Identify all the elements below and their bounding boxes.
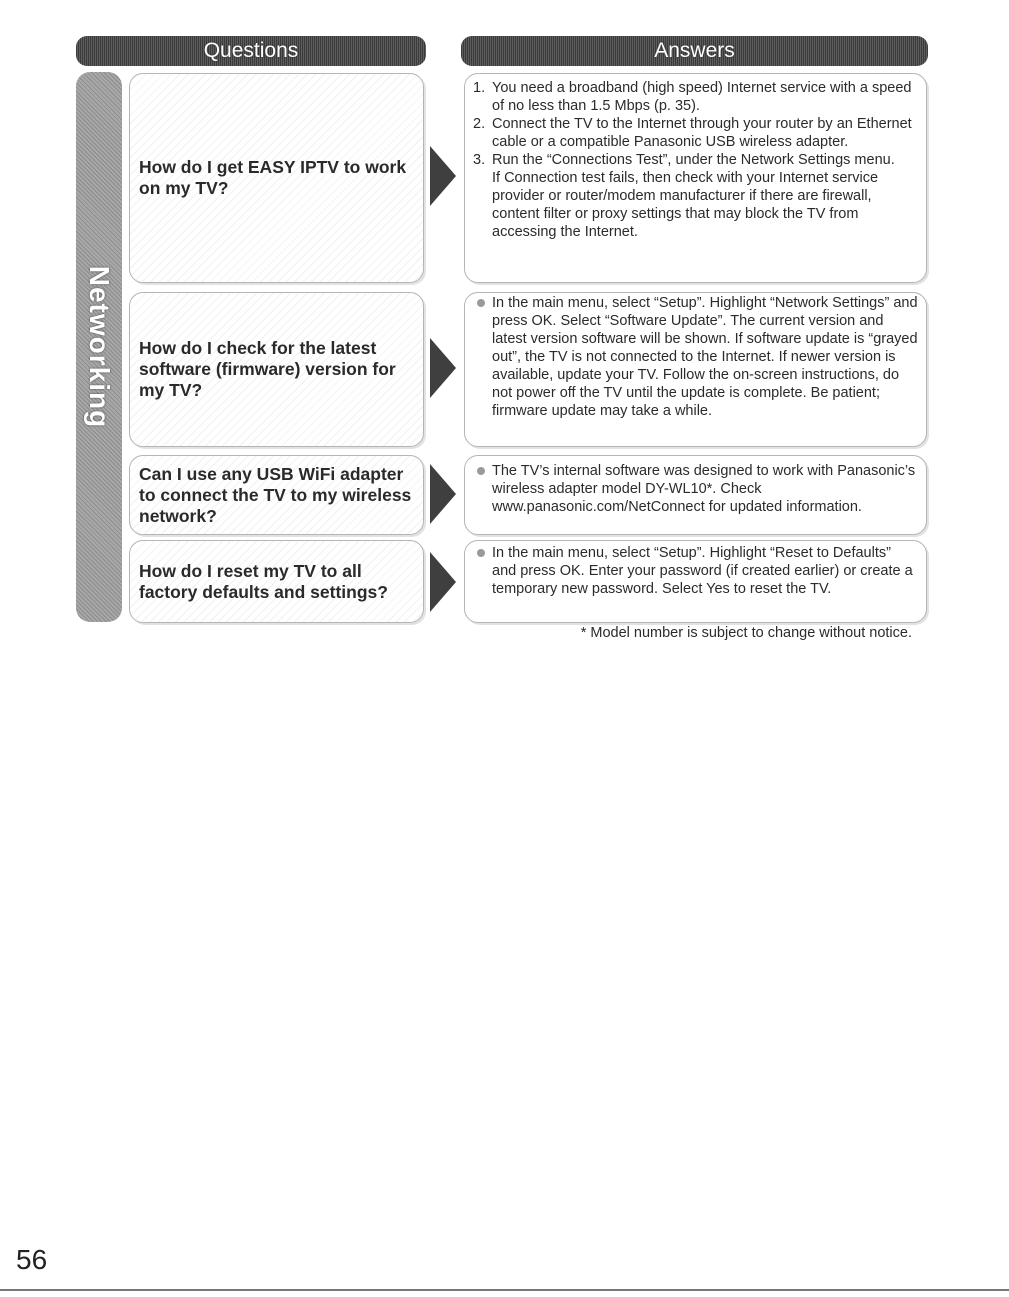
question-text: How do I check for the latest software (firmware) version for my TV? [139, 338, 396, 400]
answer-box-firmware [464, 292, 927, 447]
answer-box-easy-iptv [464, 73, 927, 283]
answer-text: In the main menu, select “Setup”. Highlight “Reset to Defaults” and press OK. Enter your password (if created earlier) or create a temporary new password. Select Yes to reset the TV. [492, 545, 913, 597]
question-box-firmware [129, 292, 424, 447]
step-text: Connect the TV to the Internet through your router by an Ethernet cable or a compatible Panasonic USB wireless adapter. [492, 116, 912, 150]
step-number: 2. [473, 116, 486, 132]
arrow-right-icon [430, 338, 456, 398]
sidebar-label: Networking [84, 265, 115, 429]
question-box-usb-wifi [129, 455, 424, 535]
networking-sidebar-tab [76, 72, 122, 622]
answer-box-factory-reset [464, 540, 927, 623]
answer-text: The TV’s internal software was designed to work with Panasonic’s wireless adapter model DY-WL10*. Check www.panasonic.com/NetConnect for updated information. [492, 463, 916, 515]
answer-step [473, 115, 918, 151]
answer-note: If Connection test fails, then check with your Internet service provider or router/modem manufacturer if there are firewall, content filter or proxy settings that may block the TV from accessing the Internet. [492, 170, 879, 240]
question-text: How do I reset my TV to all factory defaults and settings? [139, 560, 388, 602]
step-number: 1. [473, 80, 486, 96]
answer-box-usb-wifi [464, 455, 927, 535]
step-number: 3. [473, 152, 486, 168]
page-divider [0, 1289, 1009, 1291]
answer-text: In the main menu, select “Setup”. Highlight “Network Settings” and press OK. Select “Software Update”. The current version and latest version software will be shown. If software update is “grayed out”, the TV is not connected to the Internet. If newer version is available, update your TV. Follow the on-screen instructions, do not power off the TV until the update is complete. Be patient; firmware update may take a while. [492, 295, 918, 419]
answer-step [473, 151, 918, 169]
question-text: How do I get EASY IPTV to work on my TV? [139, 157, 407, 198]
bullet-icon [473, 462, 492, 516]
arrow-right-icon [430, 146, 456, 206]
bullet-icon [473, 294, 492, 420]
step-text: Run the “Connections Test”, under the Network Settings menu. [492, 152, 895, 168]
arrow-right-icon [430, 464, 456, 524]
footnote: * Model number is subject to change without notice. [580, 625, 912, 641]
page-number: 56 [16, 1244, 48, 1275]
answer-step [473, 79, 918, 115]
bullet-icon [473, 544, 492, 598]
questions-header: Questions [76, 36, 426, 66]
question-box-easy-iptv [129, 73, 424, 283]
question-text: Can I use any USB WiFi adapter to connect the TV to my wireless network? [139, 463, 412, 526]
question-box-factory-reset [129, 540, 424, 623]
arrow-right-icon [430, 552, 456, 612]
answers-header: Answers [461, 36, 928, 66]
step-text: You need a broadband (high speed) Internet service with a speed of no less than 1.5 Mbps (p. 35). [492, 80, 912, 114]
